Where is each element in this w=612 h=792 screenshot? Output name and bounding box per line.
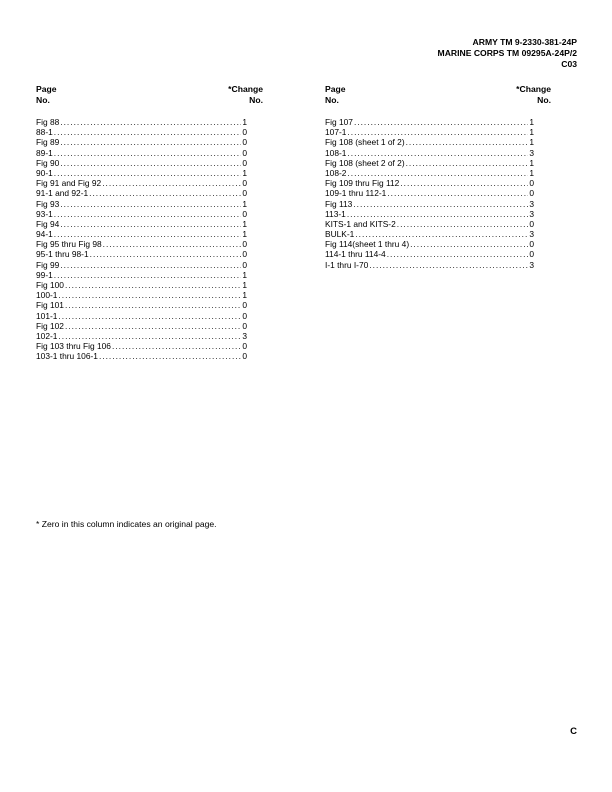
dot-leader (347, 168, 528, 178)
change-number: 0 (529, 239, 534, 250)
list-item (325, 188, 534, 198)
dot-leader (102, 178, 241, 188)
list-item (36, 341, 247, 351)
page-number: 94-1 (36, 229, 53, 240)
page-no-header: Page No. (325, 84, 346, 105)
dot-leader (89, 188, 241, 198)
change-number: 3 (242, 330, 247, 341)
list-item (36, 311, 247, 321)
list-item (325, 148, 534, 158)
change-number: 3 (529, 229, 534, 240)
page-number: 113-1 (325, 208, 346, 219)
dot-leader (353, 199, 528, 209)
page-number: 101-1 (36, 310, 58, 321)
list-item (325, 127, 534, 137)
page-number: Fig 94 (36, 218, 60, 229)
left-column-header (36, 84, 263, 106)
dot-leader (60, 117, 241, 127)
dot-leader (347, 209, 529, 219)
change-number: 0 (242, 310, 247, 321)
list-item (325, 168, 534, 178)
page-number: Fig 102 (36, 320, 64, 331)
page-number: 102-1 (36, 330, 58, 341)
list-item (36, 270, 247, 280)
change-number: 0 (242, 188, 247, 199)
dot-leader (406, 137, 529, 147)
document-header (438, 37, 577, 70)
page-number: Fig 95 thru Fig 98 (36, 239, 102, 250)
list-item (325, 199, 534, 209)
page-number: Fig 99 (36, 259, 60, 270)
dot-leader (400, 178, 528, 188)
list-item (325, 117, 534, 127)
list-item (325, 209, 534, 219)
dot-leader (387, 249, 529, 259)
page-number: Fig 89 (36, 137, 60, 148)
dot-leader (54, 209, 242, 219)
change-number: 0 (242, 157, 247, 168)
list-item (325, 249, 534, 259)
page-number: KITS-1 and KITS-2 (325, 218, 396, 229)
dot-leader (103, 239, 242, 249)
change-number: 1 (242, 290, 247, 301)
page-number: 107-1 (325, 127, 347, 138)
list-item (36, 199, 247, 209)
page-number: Fig 101 (36, 300, 64, 311)
dot-leader (99, 351, 241, 361)
change-number: 0 (242, 137, 247, 148)
page-number: 91-1 and 92-1 (36, 188, 89, 199)
list-item (36, 137, 247, 147)
change-number: 1 (529, 137, 534, 148)
change-number: 0 (242, 208, 247, 219)
change-number: 0 (242, 239, 247, 250)
change-number: 0 (242, 300, 247, 311)
list-item (36, 260, 247, 270)
change-number: 0 (242, 259, 247, 270)
page-number: Fig 108 (sheet 1 of 2) (325, 137, 405, 148)
change-number: 1 (242, 218, 247, 229)
dot-leader (60, 137, 241, 147)
list-item (36, 300, 247, 310)
dot-leader (60, 260, 241, 270)
page-number: Fig 113 (325, 198, 353, 209)
list-item (36, 219, 247, 229)
list-item (325, 178, 534, 188)
list-item (36, 188, 247, 198)
change-number: 0 (529, 178, 534, 189)
page-number: 90-1 (36, 167, 53, 178)
page-number: BULK-1 (325, 229, 355, 240)
change-number: 1 (242, 167, 247, 178)
army-tm-number: ARMY TM 9-2330-381-24P (472, 37, 577, 47)
change-number: 1 (529, 127, 534, 138)
change-number: 0 (242, 341, 247, 352)
dot-leader (54, 127, 242, 137)
page-number: I-1 thru I-70 (325, 259, 369, 270)
list-item (36, 229, 247, 239)
page-number: 93-1 (36, 208, 53, 219)
dot-leader (60, 199, 241, 209)
list-item (325, 239, 534, 249)
dot-leader (54, 229, 242, 239)
right-page-change-list (325, 117, 534, 270)
change-number: 1 (529, 117, 534, 127)
change-number: 0 (242, 178, 247, 189)
dot-leader (347, 148, 528, 158)
page-number: 95-1 thru 98-1 (36, 249, 89, 260)
page-number: 109-1 thru 112-1 (325, 188, 387, 199)
list-item (36, 168, 247, 178)
list-item (36, 148, 247, 158)
list-item (36, 290, 247, 300)
change-number: 1 (529, 157, 534, 168)
page-number: 88-1 (36, 127, 53, 138)
change-number: 1 (529, 167, 534, 178)
list-item (36, 280, 247, 290)
dot-leader (65, 280, 241, 290)
dot-leader (58, 311, 241, 321)
change-no-header: *Change No. (228, 84, 263, 105)
page-number: Fig 90 (36, 157, 60, 168)
change-number: 0 (529, 188, 534, 199)
page-identifier: C (570, 726, 577, 737)
change-number: 0 (242, 320, 247, 331)
dot-leader (58, 331, 241, 341)
page-number: 108-1 (325, 147, 347, 158)
list-item (36, 158, 247, 168)
change-number: 1 (242, 269, 247, 280)
page-number: 108-2 (325, 167, 347, 178)
page-number: Fig 91 and Fig 92 (36, 178, 102, 189)
list-item (325, 219, 534, 229)
page-number: 100-1 (36, 290, 58, 301)
dot-leader (90, 249, 242, 259)
list-item (36, 249, 247, 259)
page-number: 89-1 (36, 147, 53, 158)
right-column-header (325, 84, 551, 106)
change-number: 1 (242, 117, 247, 127)
change-no-header: *Change No. (516, 84, 551, 105)
list-item (325, 229, 534, 239)
list-item (36, 239, 247, 249)
list-item (36, 117, 247, 127)
page-number: Fig 109 thru Fig 112 (325, 178, 400, 189)
list-item (36, 351, 247, 361)
change-number: 0 (529, 218, 534, 229)
change-number: 1 (242, 280, 247, 290)
change-number: 1 (242, 198, 247, 209)
change-number: 3 (529, 147, 534, 158)
list-item (325, 137, 534, 147)
dot-leader (112, 341, 241, 351)
list-item (36, 209, 247, 219)
page-number: Fig 108 (sheet 2 of 2) (325, 157, 405, 168)
page-number: 99-1 (36, 269, 53, 280)
dot-leader (406, 158, 529, 168)
list-item (36, 321, 247, 331)
list-item (325, 158, 534, 168)
change-number: 0 (529, 249, 534, 260)
dot-leader (397, 219, 529, 229)
page-number: 103-1 thru 106-1 (36, 351, 98, 362)
change-number: C03 (561, 59, 577, 69)
dot-leader (54, 148, 242, 158)
dot-leader (354, 117, 528, 127)
page-number: Fig 103 thru Fig 106 (36, 341, 111, 352)
change-number: 1 (242, 229, 247, 240)
dot-leader (355, 229, 528, 239)
page-number: Fig 88 (36, 117, 60, 127)
list-item (36, 178, 247, 188)
dot-leader (60, 158, 241, 168)
page-number: Fig 100 (36, 280, 64, 290)
dot-leader (54, 270, 242, 280)
change-number: 0 (242, 249, 247, 260)
page-number: Fig 93 (36, 198, 60, 209)
footnote: * Zero in this column indicates an original page. (36, 519, 217, 529)
dot-leader (58, 290, 241, 300)
page-no-header: Page No. (36, 84, 57, 105)
dot-leader (60, 219, 241, 229)
page-number: 114-1 thru 114-4 (325, 249, 386, 260)
list-item (36, 127, 247, 137)
page-number: Fig 107 (325, 117, 353, 127)
change-number: 0 (242, 351, 247, 362)
change-number: 3 (529, 198, 534, 209)
change-number: 3 (529, 208, 534, 219)
dot-leader (54, 168, 242, 178)
list-item (36, 331, 247, 341)
marine-corps-tm-number: MARINE CORPS TM 09295A-24P/2 (437, 48, 577, 58)
dot-leader (410, 239, 528, 249)
dot-leader (369, 260, 528, 270)
dot-leader (65, 321, 241, 331)
change-number: 0 (242, 127, 247, 138)
dot-leader (347, 127, 528, 137)
change-number: 0 (242, 147, 247, 158)
dot-leader (65, 300, 241, 310)
list-item (325, 260, 534, 270)
dot-leader (387, 188, 528, 198)
change-number: 3 (529, 259, 534, 270)
left-page-change-list (36, 117, 247, 362)
page-number: Fig 114(sheet 1 thru 4) (325, 239, 410, 250)
